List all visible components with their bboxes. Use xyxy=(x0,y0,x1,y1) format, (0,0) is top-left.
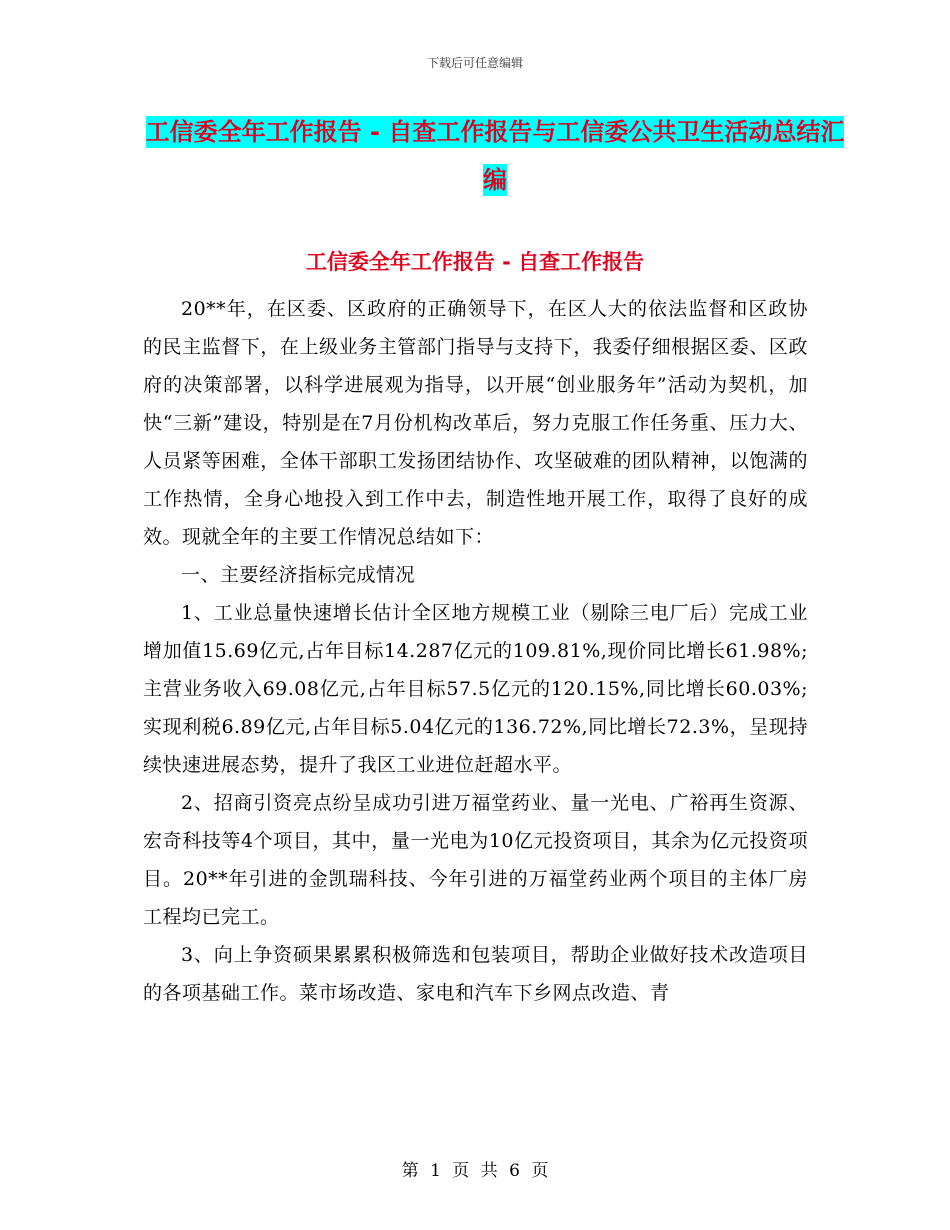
paragraph-heading-1: 一、主要经济指标完成情况 xyxy=(181,564,416,586)
document-title xyxy=(140,108,850,204)
section-title: 工信委全年工作报告 - 自查工作报告 xyxy=(305,250,645,274)
paragraph-intro: 20**年，在区委、区政府的正确领导下，在区人大的依法监督和区政协的民主监督下，在上级业务主管部门指导与支持下，我委仔细根据区委、区政府的决策部署，以科学进展观为指导，以开展“创业服务年”活动为契机，加快“三新”建设，特别是在7月份机构改革后，努力克服工作任务重、压力大、人员紧等困难，全体干部职工发扬团结协作、攻坚破难的团队精神，以饱满的工作热情，全身心地投入到工作中去，制造性地开展工作，取得了良好的成效。现就全年的主要工作情况总结如下： xyxy=(143,298,808,548)
paragraph-item-3: 3、向上争资硕果累累积极筛选和包装项目，帮助企业做好技术改造项目的各项基础工作。菜市场改造、家电和汽车下乡网点改造、青 xyxy=(143,944,808,1004)
document-title-text: 工信委全年工作报告 - 自查工作报告与工信委公共卫生活动总结汇编 xyxy=(145,118,845,194)
paragraph-item-2: 2、招商引资亮点纷呈成功引进万福堂药业、量一光电、广裕再生资源、宏奇科技等4个项目，其中，量一光电为10亿元投资项目，其余为亿元投资项目。20**年引进的金凯瑞科技、今年引进的万福堂药业两个项目的主体厂房工程均已完工。 xyxy=(143,792,808,928)
page-number: 第 1 页 共 6 页 xyxy=(401,1161,549,1181)
paragraph-item-1: 1、工业总量快速增长估计全区地方规模工业（剔除三电厂后）完成工业增加值15.69亿元,占年目标14.287亿元的109.81%,现价同比增长61.98%;主营业务收入69.08亿元,占年目标57.5亿元的120.15%,同比增长60.03%;实现利税6.89亿元,占年目标5.04亿元的136.72%,同比增长72.3%，呈现持续快速进展态势，提升了我区工业进位赶超水平。 xyxy=(143,602,808,776)
document-body xyxy=(143,290,808,1012)
page-header-note: 下载后可任意编辑 xyxy=(426,56,523,70)
